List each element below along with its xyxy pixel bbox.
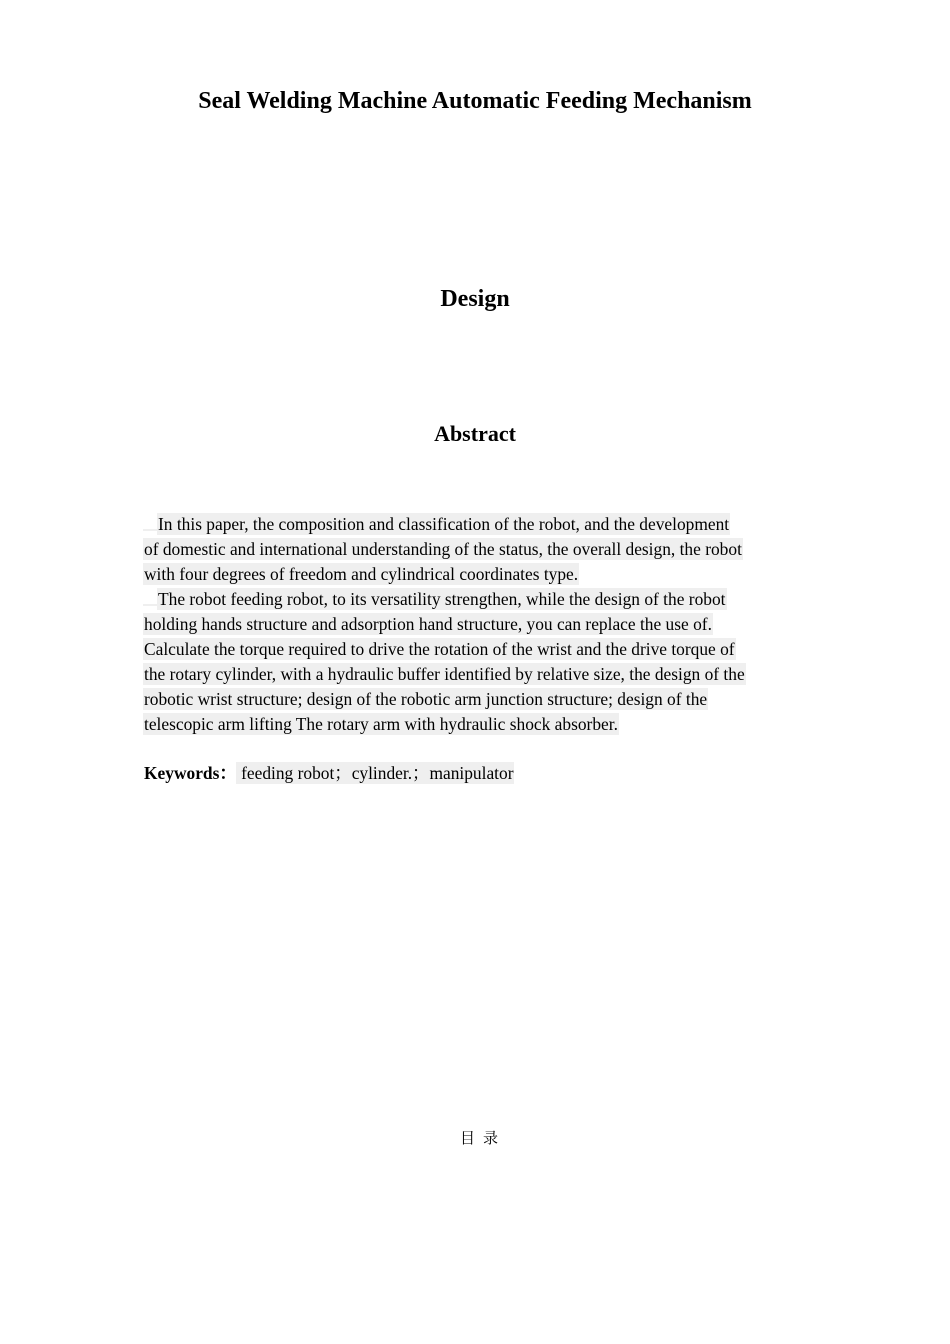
abstract-line: In this paper, the composition and classification of the robot, and the development (158, 514, 730, 534)
abstract-line: holding hands structure and adsorption hand structure, you can replace the use of. (144, 614, 712, 634)
document-subtitle: Design (440, 286, 510, 312)
keywords-line (144, 761, 808, 786)
table-of-contents-heading: 目录 (459, 1129, 506, 1147)
keywords-value: feeding robot；cylinder.；manipulator (236, 763, 514, 783)
document-title: Seal Welding Machine Automatic Feeding Mechanism (198, 88, 752, 114)
abstract-line: with four degrees of freedom and cylindrical coordinates type. (144, 564, 579, 584)
abstract-paragraph-2 (144, 587, 808, 737)
abstract-line: robotic wrist structure; design of the robotic arm junction structure; design of the (144, 689, 708, 709)
abstract-heading: Abstract (434, 421, 516, 446)
abstract-line: The robot feeding robot, to its versatility strengthen, while the design of the robot (158, 589, 726, 609)
abstract-line: of domestic and international understanding of the status, the overall design, the robot (144, 539, 742, 559)
abstract-body (144, 512, 808, 737)
keywords-label: Keywords： (144, 763, 237, 783)
abstract-paragraph-1 (144, 512, 808, 587)
abstract-line: Calculate the torque required to drive the rotation of the wrist and the drive torque of (144, 639, 735, 659)
abstract-line: the rotary cylinder, with a hydraulic buffer identified by relative size, the design of the (144, 664, 745, 684)
abstract-line: telescopic arm lifting The rotary arm with hydraulic shock absorber. (144, 714, 618, 734)
